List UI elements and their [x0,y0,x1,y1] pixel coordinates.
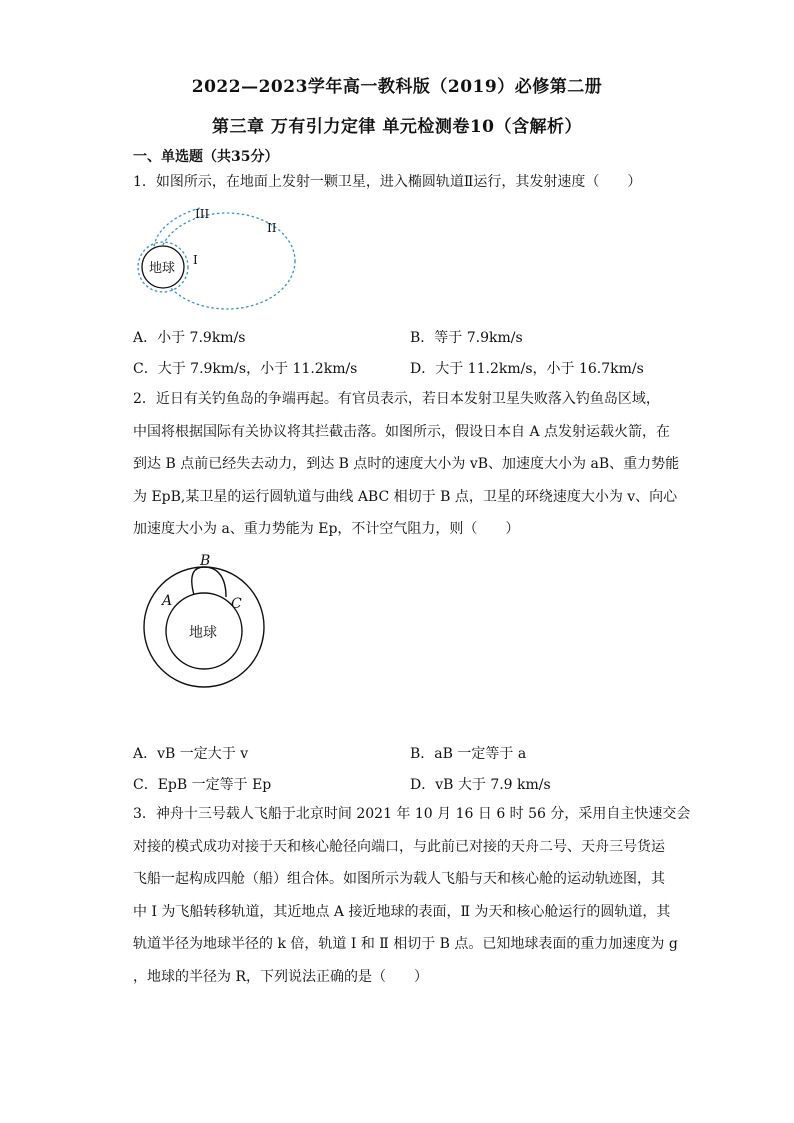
section-heading: 一、单选题（共35分） [133,149,279,165]
question-3-line-5: 轨道半径为地球半径的 k 倍，轨道 Ⅰ 和 Ⅱ 相切于 B 点。已知地球表面的重力加速度为 g [133,936,678,952]
point-label-a: A [162,593,173,609]
orbit-label-iii: III [195,207,210,221]
q1-option-b[interactable]: B．等于 7.9km/s [410,330,523,346]
question-3-line-6: ，地球的半径为 R，下列说法正确的是（ ） [133,968,428,985]
point-label-b: B [200,553,211,569]
question-2-line-5: 加速度大小为 a、重力势能为 Ep，不计空气阻力，则（ ） [133,521,520,537]
question-1-figure [135,203,305,313]
question-3-line-3: 飞船一起构成四舱（船）组合体。如图所示为载人飞船与天和核心舱的运动轨迹图，其 [133,871,665,887]
question-3-line-1: 3．神舟十三号载人飞船于北京时间 2021 年 10 月 16 日 6 时 56 分，采用自主快速交会 [133,806,691,822]
doc-title-line2: 第三章 万有引力定律 单元检测卷10（含解析） [212,117,582,137]
question-3-line-4: 中 Ⅰ 为飞船转移轨道，其近地点 A 接近地球的表面，Ⅱ 为天和核心舱运行的圆轨道，其 [133,903,671,920]
q2-option-d[interactable]: D．vB 大于 7.9 km/s [410,777,551,793]
question-3 [133,798,691,993]
point-label-c: C [231,596,242,612]
question-3-line-2: 对接的模式成功对接于天和核心舱径向端口，与此前已对接的天舟二号、天舟三号货运 [133,838,665,855]
question-1 [133,166,663,199]
question-2-line-3: 到达 B 点前已经失去动力，到达 B 点时的速度大小为 vB、加速度大小为 aB、重力势能 [133,456,680,472]
earth-label: 地球 [149,261,176,276]
q1-option-d[interactable]: D．大于 11.2km/s，小于 16.7km/s [410,361,644,377]
q1-option-a[interactable]: A．小于 7.9km/s [133,330,246,346]
question-2-figure [140,553,270,693]
doc-title-line1: 2022—2023学年高一教科版（2019）必修第二册 [191,77,603,97]
q2-option-b[interactable]: B．aB 一定等于 a [410,746,527,762]
q1-option-c[interactable]: C．大于 7.9km/s，小于 11.2km/s [133,361,358,377]
rocket-trajectory-abc [192,567,226,597]
earth-label: 地球 [189,625,217,641]
orbit-label-i: I [193,253,198,267]
question-1-stem: 1．如图所示，在地面上发射一颗卫星，进入椭圆轨道Ⅱ运行，其发射速度（ ） [133,174,642,190]
question-2-line-2: 中国将根据国际有关协议将其拦截击落。如图所示，假设日本自 A 点发射运载火箭，在 [133,423,671,440]
q2-option-c[interactable]: C．EpB 一定等于 Ep [133,777,272,793]
orbit-label-ii: II [267,221,277,235]
q2-option-a[interactable]: A．vB 一定大于 v [133,746,249,762]
question-2 [133,383,680,546]
question-2-line-1: 2．近日有关钓鱼岛的争端再起。有官员表示，若日本发射卫星失败落入钓鱼岛区域， [133,391,660,407]
question-2-line-4: 为 EpB,某卫星的运行圆轨道与曲线 ABC 相切于 B 点，卫星的环绕速度大小为 v、向心 [133,488,678,505]
